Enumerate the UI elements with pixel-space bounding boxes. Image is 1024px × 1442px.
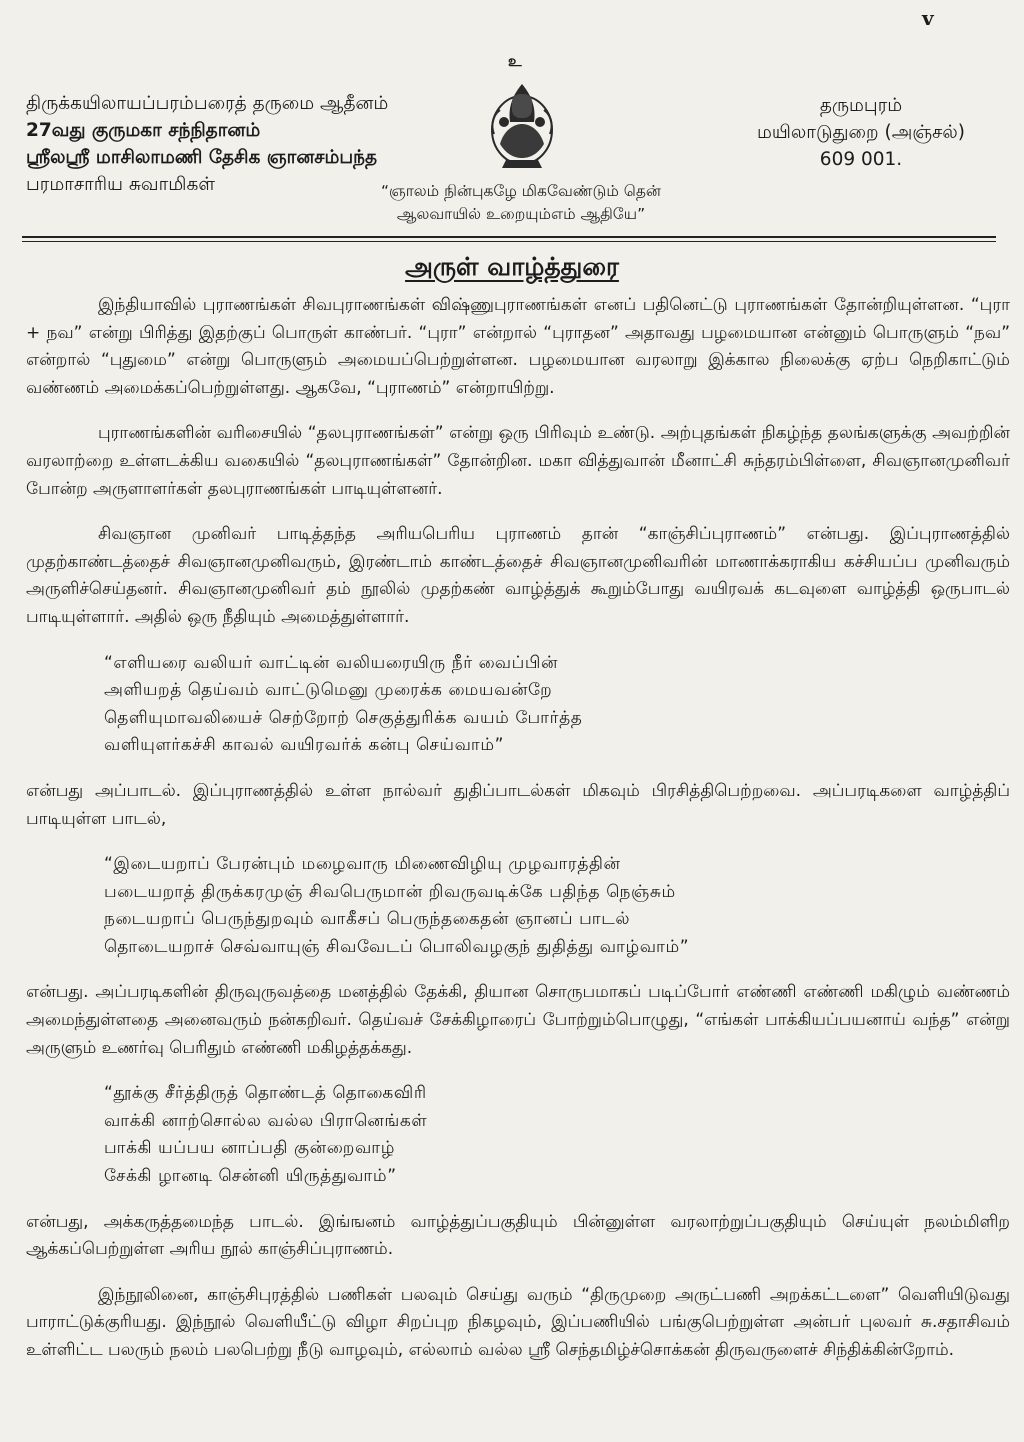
paragraph-7: இந்நூலினை, காஞ்சிபுரத்தில் பணிகள் பலவும் செய்து வரும் “திருமுறை அருட்பணி அறக்கட்டளை” வெளியிடுவது பாராட்டுக்குரியது. இந்நூல் வெளியீட்டு விழா சிறப்புற நிகழவும், இப்பணியில் பங்குபெற்றுள்ள அன்பர் புலவர் சு.சதாசிவம் உள்ளிட்ட பலரும் நலம் பலபெற்று நீடு வாழவும், எல்லாம் வல்ல ஸ்ரீ செந்தமிழ்ச்சொக்கன் திருவருளைச் சிந்திக்கின்றோம்.: [26, 1284, 1010, 1360]
verse-sekkizhar: [26, 1080, 1010, 1190]
swamigal-name-line: ஸ்ரீலஸ்ரீ மாசிலாமணி தேசிக ஞானசம்பந்த: [26, 147, 378, 168]
paragraph-6: என்பது, அக்கருத்தமைந்த பாடல். இங்ஙனம் வாழ்த்துப்பகுதியும் பின்னுள்ள வரலாற்றுப்பகுதியும் செய்யுள் நலம்மிளிற ஆக்கப்பெற்றுள்ள அரிய நூல் காஞ்சிப்புராணம்.: [26, 1211, 1010, 1260]
paragraph-4: என்பது அப்பாடல். இப்புராணத்தில் உள்ள நால்வர் துதிப்பாடல்கள் மிகவும் பிரசித்திபெற்றவை. அப்பரடிகளை வாழ்த்திப் பாடியுள்ள பாடல்,: [26, 780, 1010, 829]
address-line-pincode: 609 001.: [819, 149, 903, 170]
motto-line-1: “ஞாலம் நின்புகழே மிகவேண்டும் தென்: [381, 182, 661, 200]
verse-line: தெளியுமாவலியைச் செற்றோற் செகுத்துரிக்க வயம் போர்த்த: [104, 707, 583, 728]
verse-line: படையறாத் திருக்கரமுஞ் சிவபெருமான் றிவருவடிக்கே பதிந்த நெஞ்சும்: [104, 881, 676, 902]
verse-line: “எளியரை வலியர் வாட்டின் வலியரையிரு நீர் வைப்பின்: [104, 652, 559, 673]
verse-line: பாக்கி யப்பய னாப்பதி குன்றைவாழ்: [104, 1138, 395, 1159]
document-body: [26, 292, 1010, 1365]
paragraph-5: என்பது. அப்பரடிகளின் திருவுருவத்தை மனத்தில் தேக்கி, தியான சொருபமாகப் படிப்போர் எண்ணி எண்ணி மகிழும் வண்ணம் அமைந்துள்ளதை அனைவரும் நன்கறிவர். தெய்வச் சேக்கிழாரைப் போற்றும்பொழுது, “எங்கள் பாக்கியப்பயனாய் வந்த” என்று அருளும் உணர்வு பெரிதும் எண்ணி மகிழத்தக்கது.: [26, 982, 1010, 1058]
header-divider: [22, 236, 996, 244]
letterhead-address: [716, 92, 1006, 173]
page-title: அருள் வாழ்த்துரை: [405, 252, 619, 281]
verse-line: அளியறத் தெய்வம் வாட்டுமெனு முரைக்க மையவன்றே: [104, 680, 553, 701]
motto: [286, 180, 756, 226]
motto-line-2: ஆலவாயில் உறையும்எம் ஆதியே”: [396, 205, 646, 223]
dharmapuram-emblem-icon: [482, 74, 562, 174]
verse-line: நடையறாப் பெருந்துறவும் வாகீசப் பெருந்தகைதன் ஞானப் பாடல்: [104, 909, 631, 930]
paragraph-1: இந்தியாவில் புராணங்கள் சிவபுராணங்கள் விஷ்ணுபுராணங்கள் எனப் பதினெட்டு புராணங்கள் தோன்றியுள்ளன. “புரா + நவ” என்று பிரித்து இதற்குப் பொருள் காண்பர். “புரா” என்றால் “புராதன” அதாவது பழமையான என்னும் பொருளும் “நவ” என்றால் “புதுமை” என்று பொருளும் அமையப்பெற்றுள்ளன. பழமையான வரலாறு இக்கால நிலைக்கு ஏற்ப நெறிகாட்டும் வண்ணம் அமைக்கப்பெற்றுள்ளது. ஆகவே, “புராணம்” என்றாயிற்று.: [26, 295, 1010, 398]
verse-line: தொடையறாச் செவ்வாயுஞ் சிவவேடப் பொலிவழகுந் துதித்து வாழ்வாம்”: [104, 936, 690, 957]
guru-maha-line: 27வது குருமகா சந்நிதானம்: [26, 120, 261, 141]
verse-line: “இடையறாப் பேரன்பும் மழைவாரு மிணைவிழியு முழவாரத்தின்: [104, 854, 621, 875]
address-line-post: மயிலாடுதுறை (அஞ்சல்): [757, 122, 965, 143]
adheenam-line: திருக்கயிலாயப்பரம்பரைத் தருமை ஆதீனம்: [26, 93, 389, 114]
paragraph-2: புராணங்களின் வரிசையில் “தலபுராணங்கள்” என்று ஒரு பிரிவும் உண்டு. அற்புதங்கள் நிகழ்ந்த தலங்களுக்கு அவற்றின் வரலாற்றை உள்ளடக்கிய வகையில் “தலபுராணங்கள்” தோன்றின. மகா வித்துவான் மீனாட்சி சுந்தரம்பிள்ளை, சிவஞானமுனிவர் போன்ற அருளாளர்கள் தலபுராணங்கள் பாடியுள்ளனர்.: [26, 423, 1010, 499]
letterhead: [0, 0, 1024, 250]
verse-vairavar: [26, 650, 1010, 760]
address-line-town: தருமபுரம்: [819, 95, 903, 116]
verse-appar: [26, 851, 1010, 961]
verse-line: “தூக்கு சீர்த்திருத் தொண்டத் தொகைவிரி: [104, 1083, 427, 1104]
paramacharya-line: பரமாசாரிய சுவாமிகள்: [26, 174, 216, 195]
verse-line: வாக்கி னாற்சொல்ல வல்ல பிரானெங்கள்: [104, 1110, 428, 1131]
verse-line: வளியுளர்கச்சி காவல் வயிரவர்க் கன்பு செய்வாம்”: [104, 735, 505, 756]
verse-line: சேக்கி ழானடி சென்னி யிருத்துவாம்”: [104, 1166, 397, 1187]
page-number: v: [922, 6, 934, 30]
pillaiyar-suzhi: உ: [508, 52, 522, 70]
paragraph-3: சிவஞான முனிவர் பாடித்தந்த அரியபெரிய புராணம் தான் “காஞ்சிப்புராணம்” என்பது. இப்புராணத்தில் முதற்காண்டத்தைச் சிவஞானமுனிவரும், இரண்டாம் காண்டத்தைச் சிவஞானமுனிவரின் மாணாக்கராகிய கச்சியப்ப முனிவரும் அருளிச்செய்தனர். சிவஞானமுனிவர் தம் நூலில் முதற்கண் வாழ்த்துக் கூறும்போது வயிரவக் கடவுளை வாழ்த்தி ஒருபாடல் பாடியுள்ளார். அதில் ஒரு நீதியும் அமைத்துள்ளார்.: [26, 524, 1010, 627]
